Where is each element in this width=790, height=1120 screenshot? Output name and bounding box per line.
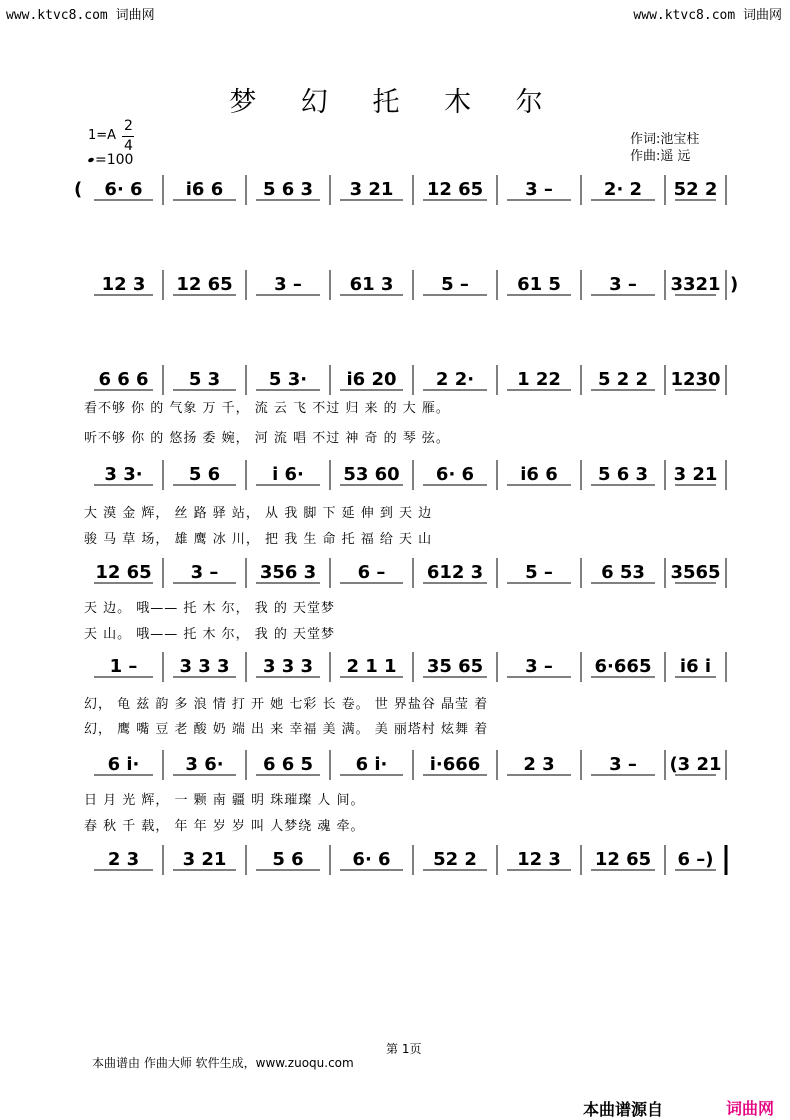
measure-notes: 12 65 (95, 562, 152, 583)
measure-notes: 5 3 (188, 369, 221, 390)
measure-notes: 3 – (525, 656, 553, 677)
measure-notes: 3 21 (673, 464, 718, 485)
measure-notes: 3 3 3 (262, 656, 314, 677)
measure-notes: 3565 (670, 562, 721, 583)
measure-notes: 6 –) (677, 849, 714, 870)
software-credit: 本曲谱由 作曲大师 软件生成，www.zuoqu.com (92, 1056, 354, 1070)
measure-notes: 6· 6 (352, 849, 391, 870)
measure-notes: 2 3 (107, 849, 140, 870)
measure-notes: i6 20 (346, 369, 397, 390)
measure-notes: 5 3· (268, 369, 308, 390)
measure-notes: 3 – (190, 562, 219, 583)
page-number: 第 1页 (386, 1042, 422, 1056)
measure-notes: i6 i (679, 656, 712, 677)
time-signature-bottom: 4 (124, 138, 133, 154)
measure-notes: 5 2 2 (597, 369, 649, 390)
composer-credit: 作曲:遥 远 (630, 149, 691, 164)
lyric-line-2: 骏 马 草 场， 雄 鹰 冰 川， 把 我 生 命 托 福 给 天 山 (84, 532, 433, 547)
lyric-line-1: 日 月 光 辉， 一 颗 南 疆 明 珠璀璨 人 间。 (84, 793, 365, 808)
measure-notes: 612 3 (426, 562, 484, 583)
lyric-line-2: 幻， 鹰 嘴 豆 老 酸 奶 端 出 来 幸福 美 满。 美 丽塔村 炫舞 着 (84, 722, 489, 737)
measure-notes: 3 3· (104, 464, 143, 485)
measure-notes: 6·665 (594, 656, 652, 677)
measure-notes: i·666 (429, 754, 481, 775)
measure-notes: 12 3 (517, 849, 561, 870)
measure-notes: 35 65 (426, 656, 484, 677)
measure-notes: 52 2 (673, 179, 718, 200)
measure-notes: 3 6· (185, 754, 224, 775)
repeat-close: ) (730, 274, 739, 295)
measure-notes: 1230 (670, 369, 721, 390)
measure-notes: 6 – (357, 562, 386, 583)
header-site-left[interactable]: www.ktvc8.com 词曲网 (6, 8, 155, 23)
measure-notes: 52 2 (433, 849, 477, 870)
measure-notes: 6 6 5 (262, 754, 314, 775)
measure-notes: 5 – (525, 562, 553, 583)
time-signature-top: 2 (124, 118, 133, 134)
measure-notes: 6 53 (601, 562, 645, 583)
measure-notes: 2 2· (435, 369, 475, 390)
lyric-line-1: 天 边。 哦—— 托 木 尔， 我 的 天堂梦 (84, 601, 336, 616)
source-label: 本曲谱源自 (583, 1100, 664, 1119)
measure-notes: 5 6 (272, 849, 304, 870)
measure-notes: 12 3 (101, 274, 146, 295)
measure-notes: 6· 6 (104, 179, 143, 200)
measure-notes: 6 i· (355, 754, 388, 775)
measure-notes: 53 60 (343, 464, 400, 485)
lyric-line-1: 看不够 你 的 气象 万 千， 流 云 飞 不过 归 来 的 大 雁。 (84, 401, 450, 416)
measure-notes: 5 – (441, 274, 469, 295)
measure-notes: 1 22 (517, 369, 561, 390)
measure-notes: 3321 (670, 274, 721, 295)
measure-notes: 1 – (109, 656, 138, 677)
measure-notes: i6 6 (520, 464, 558, 485)
measure-notes: 2 1 1 (346, 656, 397, 677)
site-logo[interactable]: 词曲网 (726, 1099, 775, 1118)
lyric-line-1: 大 漠 金 辉， 丝 路 驿 站， 从 我 脚 下 延 伸 到 天 边 (84, 506, 433, 521)
measure-notes: 3 21 (182, 849, 227, 870)
measure-notes: i6 6 (185, 179, 224, 200)
measure-notes: 3 – (609, 754, 637, 775)
lyricist-credit: 作词:池宝柱 (630, 132, 700, 147)
measure-notes: 6 i· (107, 754, 140, 775)
measure-notes: 12 65 (176, 274, 233, 295)
lyric-line-2: 天 山。 哦—— 托 木 尔， 我 的 天堂梦 (84, 627, 336, 642)
measure-notes: 5 6 3 (597, 464, 649, 485)
key-signature: 1=A (88, 128, 117, 143)
measure-notes: 5 6 (188, 464, 221, 485)
measure-notes: (3 21 (669, 754, 722, 775)
lyric-line-1: 幻， 龟 兹 韵 多 浪 情 打 开 她 七彩 长 卷。 世 界盐谷 晶莹 着 (84, 697, 489, 712)
measure-notes: i 6· (272, 464, 304, 485)
measure-notes: 61 5 (517, 274, 561, 295)
measure-notes: 61 3 (349, 274, 394, 295)
tempo-value: =100 (95, 152, 134, 168)
measure-notes: 12 65 (594, 849, 652, 870)
lyric-line-2: 听不够 你 的 悠扬 委 婉， 河 流 唱 不过 神 奇 的 琴 弦。 (84, 431, 450, 446)
measure-notes: 3 – (525, 179, 553, 200)
measure-notes: 3 – (609, 274, 637, 295)
measure-notes: 3 21 (349, 179, 394, 200)
measure-notes: 6 6 6 (98, 369, 149, 390)
measure-notes: 2 3 (523, 754, 555, 775)
measure-notes: 12 65 (426, 179, 484, 200)
measure-notes: 5 6 3 (262, 179, 314, 200)
lyric-line-2: 春 秋 千 载， 年 年 岁 岁 叫 人梦绕 魂 牵。 (84, 819, 365, 834)
measure-notes: 6· 6 (435, 464, 475, 485)
measure-notes: 356 3 (259, 562, 317, 583)
measure-notes: 3 3 3 (179, 656, 230, 677)
header-site-right[interactable]: www.ktvc8.com 词曲网 (633, 8, 782, 23)
measure-notes: 2· 2 (603, 179, 643, 200)
measure-notes: 3 – (274, 274, 302, 295)
repeat-open: ( (74, 179, 83, 200)
song-title: 梦 幻 托 木 尔 (229, 87, 561, 118)
